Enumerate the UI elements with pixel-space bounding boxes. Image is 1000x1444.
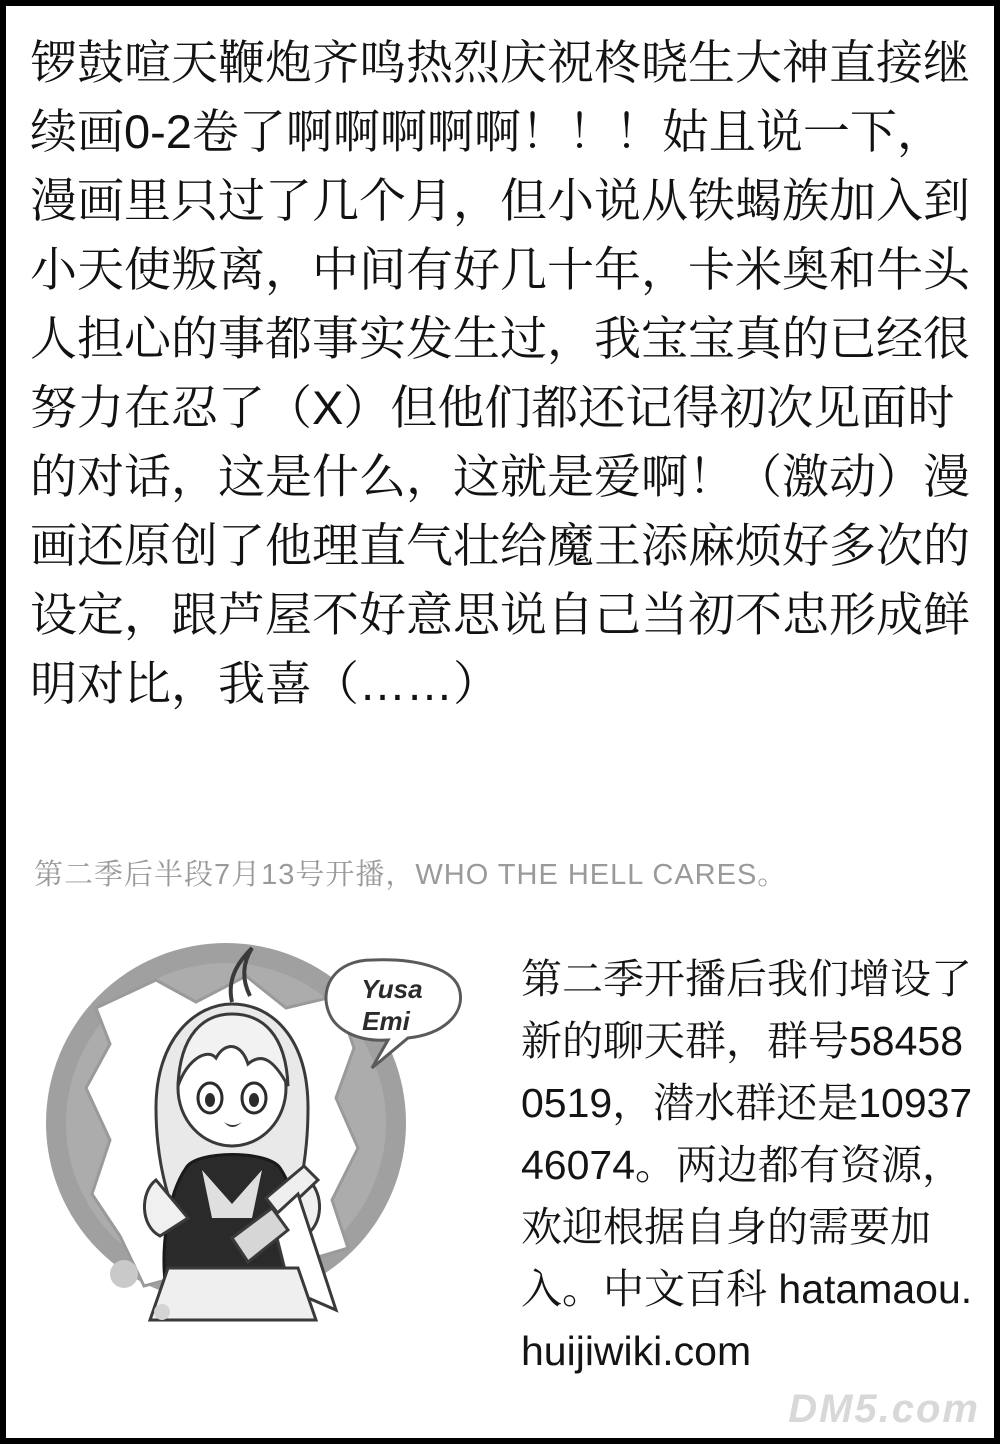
skirt	[150, 1268, 316, 1320]
right-pupil	[249, 1093, 259, 1107]
speech-bubble-line-1: Yusa	[361, 974, 423, 1004]
deco-dot-2	[154, 1304, 170, 1320]
illustration-svg	[36, 918, 496, 1348]
sub-caption-text: 第二季后半段7月13号开播，WHO THE HELL CARES。	[34, 859, 788, 891]
lower-section	[6, 910, 1000, 1430]
main-body-text: 锣鼓喧天鞭炮齐鸣热烈庆祝柊晓生大神直接继续画0-2卷了啊啊啊啊啊！！！姑且说一下，漫画里只过了几个月，但小说从铁蝎族加入到小天使叛离，中间有好几十年，卡米奥和牛头人担心的事都事实发生过，我宝宝真的已经很努力在忍了（X）但他们都还记得初次见面时的对话，这是什么，这就是爱啊！（激动）漫画还原创了他理直气壮给魔王添麻烦好多次的设定，跟芦屋不好意思说自己当初不忠形成鲜明对比，我喜（……）	[30, 36, 970, 710]
side-info-text: 第二季开播后我们增设了新的聊天群，群号584580519，潜水群还是1093746074。两边都有资源，欢迎根据自身的需要加入。中文百科 hatamaou.huijiwiki.com	[521, 956, 973, 1374]
deco-dot-1	[110, 1260, 138, 1288]
watermark: DM5.com	[788, 1387, 980, 1431]
character-illustration	[36, 918, 496, 1348]
speech-bubble-line-2: Emi	[362, 1006, 410, 1036]
left-pupil	[205, 1093, 215, 1107]
